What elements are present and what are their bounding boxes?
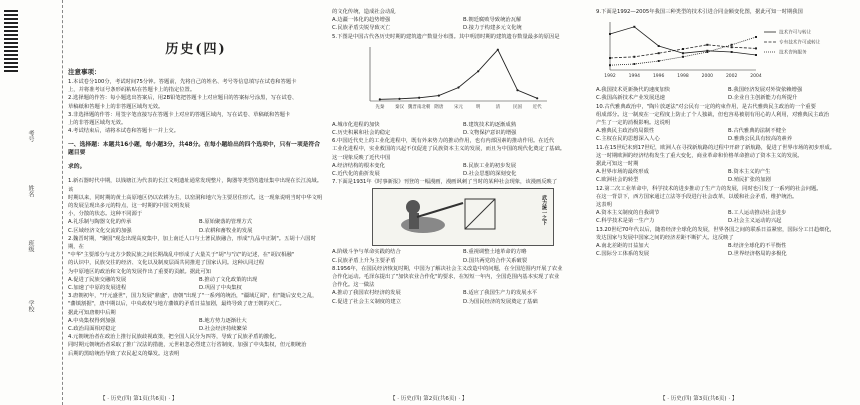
options [332, 121, 588, 137]
section-heading: 求的。 [68, 164, 86, 171]
question-text: 为中原地区的政治和文化的发展作出了重要的贡献。据此可知 [68, 268, 212, 275]
option[interactable]: C.政治局面相对稳定 [68, 326, 116, 333]
option[interactable]: B.经济全球化的不平衡性 [728, 243, 787, 250]
option[interactable]: C.加速了中原的发展进程 [68, 285, 127, 292]
page-footer: 【 · 历史(四) 第3页(共6页) · 】 [660, 396, 738, 402]
option[interactable]: B.地方势力逐渐壮大 [199, 317, 247, 324]
data-point [731, 51, 733, 53]
question-text: 后期的黑暗统治导致了农民起义的爆发。这表明 [68, 350, 180, 357]
option[interactable]: D.雅典公民具有较高的素养 [728, 136, 793, 143]
question-text: 8.1956年，在国民经济恢复时期，中国为了解决社会主义改造中的问题，在全国范围内开展了农业 [332, 265, 563, 272]
x-tick-label: 近代 [532, 104, 542, 110]
options [332, 16, 588, 32]
page-2 [332, 8, 588, 393]
options [596, 168, 854, 184]
notice-line: 4.考试结束后，请将本试卷和答题卡一并上交。 [68, 128, 179, 135]
option[interactable]: A.中央集权得到加强 [68, 317, 116, 324]
data-point [609, 57, 611, 59]
question-text: 4.元朝统治者在政治上推行民族歧视政策，把全国人民分为四等，导致了民族矛盾的激化。 [68, 334, 280, 341]
option[interactable]: C.促进了社会主义制度的建立 [332, 298, 401, 305]
cartoon-drawing [373, 189, 553, 245]
option[interactable]: A.阶级斗争与革命实践的结合 [332, 249, 401, 256]
option[interactable]: D.企业自主创新能力有所提升 [728, 95, 798, 102]
x-tick-label: 2004 [750, 74, 762, 80]
option[interactable]: A.经济结构的根本变化 [332, 162, 385, 169]
barcode [4, 10, 18, 72]
question-text: 据此可知唐朝中后期 [68, 309, 116, 316]
option[interactable]: B.建筑技术的逐渐成熟 [463, 121, 516, 128]
option[interactable]: B.适应了我国生产力的发展水平 [463, 290, 538, 297]
option[interactable]: C.历史积累和社会的稳定 [332, 130, 391, 137]
options [68, 218, 324, 234]
option[interactable]: C.国际分工体系的发展 [596, 251, 650, 258]
option[interactable]: D.农耕和畜牧业的发展 [199, 227, 253, 234]
binding-margin [0, 0, 63, 405]
data-point [755, 54, 757, 56]
data-point [633, 56, 635, 58]
question-text: 这一现象反映了近代中国 [332, 154, 391, 161]
data-point [755, 48, 757, 50]
question-text: 的文化传统，造成社会动乱 [332, 9, 396, 15]
data-point [379, 98, 381, 100]
x-tick-label: 宋元 [454, 104, 463, 110]
question-text: 7.下面是1931年《时事新报》刊登的一幅漫画，漫画讽刺了当时的某种社会现象，该漫画反映了 [332, 179, 558, 186]
data-point [457, 86, 459, 88]
question-text: 的发展呈现出多元的特点，这一时期的中国文明发展 [68, 203, 190, 210]
option[interactable]: D.巩固了中央集权 [199, 285, 242, 292]
option[interactable]: A.南北差距的日益加大 [596, 243, 649, 250]
data-point [609, 64, 611, 66]
binding-label-school: 学校 [27, 300, 34, 312]
option[interactable]: D.为国民经济的发展奠定了基础 [463, 298, 538, 305]
binding-label-name: 姓名 [27, 185, 34, 197]
option[interactable]: D.文物保护意识的增强 [463, 130, 517, 137]
option[interactable]: C.我国高新技术产业发展迅速 [596, 95, 665, 102]
section-heading: 一、选择题：本题共16小题，每小题3分，共48分。在每小题给出的四个选项中，只有一项是符合题目要 [68, 142, 321, 157]
x-tick-label: 1992 [604, 74, 616, 80]
data-point [438, 94, 440, 96]
x-tick-label: 1994 [628, 74, 641, 80]
binding-label-kaohao: 考号 [27, 130, 34, 142]
building-heritage-chart [352, 43, 552, 115]
question-text: 产生了一定的消极影响。这说明 [596, 120, 671, 127]
series-line [610, 37, 756, 65]
question-text: 合作化。这一做法 [332, 282, 375, 289]
notice-line: 1.本试卷分100分，考试时间75分钟。答题前，先将自己的姓名、考号等信息填写在试卷和答题卡 [68, 79, 297, 85]
legend-entry: 技术咨询服务 [779, 50, 807, 56]
data-point [609, 33, 611, 35]
option[interactable]: C.区域经济文化交流的加强 [68, 227, 132, 234]
data-point [682, 52, 684, 54]
option[interactable]: B.原始聚落的管理方式 [199, 219, 252, 226]
data-point [731, 46, 733, 48]
option[interactable]: A.城市化进程的加快 [332, 121, 380, 128]
notice-line: 3.非选择题的作答：用签字笔直接写在答题卡上对应的答题区域内，写在试卷、草稿纸和答题卡 [68, 111, 291, 118]
options [68, 276, 324, 292]
data-point [398, 98, 400, 100]
question-text: 工业化进程中，实业救国的兴起不仅促进了民族资本主义的发展，而且为中国的现代化奠定了基础。 [332, 146, 566, 153]
question-text: 同时期元朝统治者采取了推广汉法的措施，元世祖忽必烈建立行省制度，加强了中央集权，但元朝统治 [68, 342, 307, 349]
options [596, 86, 854, 102]
option[interactable]: C.科学技术是第一生产力 [596, 218, 655, 225]
technology-import-chart [596, 18, 846, 80]
option[interactable]: A.礼乐制与陶器文化的传承 [68, 219, 132, 226]
option[interactable]: D.接力于构建多元文化统 [463, 25, 522, 32]
page-footer: 【 · 历史(四) 第1页(共6页) · 】 [100, 396, 178, 402]
data-point [731, 44, 733, 46]
data-point [706, 44, 708, 46]
question-text: 12.第二次工业革命中，科学技术的进步推动了生产力的发展，同时也引发了一系列的社会问题。 [596, 185, 822, 192]
option[interactable]: A.边疆一体化的趋势增强 [332, 17, 391, 24]
option[interactable]: C.主权在民的思想深入人心 [596, 136, 660, 143]
x-tick-label: 魏晋南北朝 [407, 104, 431, 110]
x-tick-label: 民国 [513, 104, 522, 110]
x-tick-label: 先秦 [375, 104, 385, 110]
data-point [658, 45, 660, 47]
option[interactable]: A.我国技术更新换代的速度加快 [596, 87, 671, 94]
page-1 [68, 8, 324, 393]
option[interactable]: A.推动了我国农村经济的发展 [332, 290, 401, 297]
data-point [497, 48, 499, 50]
data-point [706, 51, 708, 53]
question-text: 这表明 [596, 202, 612, 209]
question-text: 13.20世纪70年代以后，随着经济全球化的发展，世界各国之间的联系日益紧密，国际分工日趋细化， [596, 226, 836, 233]
option[interactable]: B.我国经济发展对外资依赖增强 [728, 87, 803, 94]
question-text: 据此可知这一时期 [596, 161, 639, 168]
notice-header: 注意事项： [68, 68, 101, 76]
notice-line: 上的非答题区域均无效。 [68, 120, 127, 127]
cartoon-image [372, 188, 554, 246]
x-tick-label: 清 [495, 104, 501, 110]
notice-line: 草稿纸和答题卡上的非答题区域均无效。 [68, 103, 164, 110]
data-point [682, 56, 684, 58]
options [596, 242, 854, 258]
page-3 [596, 8, 854, 393]
option[interactable]: D.社会思想的深刻变化 [463, 171, 517, 178]
option[interactable]: B.民族工业的初步发展 [463, 162, 516, 169]
x-tick-label: 2000 [701, 74, 714, 80]
options [68, 317, 324, 333]
question-text: 时期以来，同时期的黄土高原地区仍以农耕为主，以窑洞和地穴为主要居住形式。这一现象说明当时中华文明 [68, 194, 323, 201]
question-text: 11.在15世纪末到17世纪，欧洲人在寻找新航路的过程中开辟了新航路，促进了世界市场的初步形成。 [596, 144, 836, 151]
option[interactable]: B.工人运动推动社会进步 [728, 210, 787, 217]
options [596, 209, 854, 225]
option[interactable]: C.民族矛盾尖锐导致灭亡 [332, 25, 391, 32]
legend-entry: 技术许可与转让 [779, 30, 812, 36]
data-point [658, 52, 660, 54]
question-text: 1.新石器时代中期，以钱塘江为代表的长江文明遗址通常发现整片，陶器等类型的遗址集中出现在长江流域。该 [68, 178, 323, 193]
option[interactable]: B.资本主义的产生 [728, 169, 771, 176]
binding-label-class: 班级 [27, 240, 34, 252]
question-text: 10.古代雅典政治中，"陶片放逐法"对公民有一定的约束作用，是古代雅典民主政治的一个重要 [596, 103, 816, 110]
option[interactable]: D.殖民扩张的加剧 [728, 177, 771, 184]
legend-entry: 专有技术许可或转让 [779, 40, 821, 46]
question-text: "中华"主要部分与北方少数民族之间长期战乱中形成了大量关于"胡"与"汉"的记述，在"胡汉相融" [68, 252, 295, 259]
notice-line: 2.选择题的作答：每小题选出答案后，用2B铅笔把答题卡上对应题目的答案标号涂黑，写在试卷、 [68, 95, 298, 102]
series-line [380, 50, 537, 100]
data-point [755, 36, 757, 38]
option[interactable]: B.重视调整土地革命的方略 [463, 249, 527, 256]
x-tick-label: 秦汉 [395, 104, 404, 110]
option[interactable]: B.推动了文化政策的出现 [199, 276, 258, 283]
option[interactable]: C.近代化的曲折发展 [332, 171, 380, 178]
x-tick-label: 1996 [652, 74, 665, 80]
question-text: 6.中国近代史上的工业化进程中，既有外来势力的推动作用，也有内部因素的推动作用。在近代 [332, 138, 555, 145]
option[interactable]: A.雅典民主政治的局限性 [596, 128, 655, 135]
option[interactable]: A.资本主义制度的自我调节 [596, 210, 660, 217]
data-point [682, 48, 684, 50]
cartoon-caption: 武力统一之下 [541, 195, 547, 226]
data-point [633, 26, 635, 28]
option[interactable]: D.社会主义运动的兴起 [728, 218, 782, 225]
page-footer: 【 · 历史(四) 第2页(共6页) · 】 [390, 396, 468, 402]
option[interactable]: C.民族矛盾上升为主要矛盾 [332, 257, 396, 264]
options [332, 289, 588, 305]
option[interactable]: A.促进了民族交融的发展 [68, 276, 127, 283]
option[interactable]: D.社会经济持续繁荣 [199, 326, 248, 333]
x-tick-label: 1998 [677, 74, 689, 80]
series-line [610, 27, 756, 55]
x-tick-label: 2002 [725, 74, 738, 80]
data-point [516, 89, 518, 91]
option[interactable]: B.古代雅典的法制不健全 [728, 128, 787, 135]
question-text: 2.魏晋时期，"聚国"观念出现高度集中，加上南迁人口与土著民族融合，形成"九品中正制"。五胡十六国时期，在 [68, 235, 316, 251]
data-point [477, 70, 479, 72]
option[interactable]: D.国共两党的合作关系破裂 [463, 257, 528, 264]
data-point [536, 97, 538, 99]
question-text: 发达国家与发展中国家之间的经济差距不断扩大。这反映了 [596, 234, 734, 241]
question-text: 3.唐朝初年，"开元盛世"，国力发展"鼎盛"，唐朝"出现了"一系列的统治，"疆域辽阔"，但"随后安史之乱， [68, 293, 318, 300]
data-point [633, 63, 635, 65]
option[interactable]: D.世界经济格局的多极化 [728, 251, 787, 258]
question-text: 9.下面是1992—2005年我国三种类型的技术引进合同金额变化图，据此可知一时期我国 [596, 9, 803, 15]
question-text: 合作化运动。毛泽东提出了"加快农业合作化"的要求，在短短一年内，全国范围内基本实现了农业 [332, 274, 560, 281]
question-text: 在这一背景下，西方国家通过立法等手段进行社会改革，以缓和社会矛盾，维护统治。 [596, 193, 798, 200]
options [596, 127, 854, 143]
option[interactable]: B.朝廷腐败导致统治瓦解 [463, 17, 522, 24]
notice-line: 上，并将准考证号条形码粘贴在答题卡上的指定位置。 [68, 87, 196, 94]
question-text: 的认识中，民族交往的经济、文化以及制度层面共同推进了国家认同。这种认同过程 [68, 260, 264, 267]
x-tick-label: 明 [475, 104, 481, 110]
data-point [418, 96, 420, 98]
question-text: 5.下图是中国古代各历史时期的建筑遗产数量分布图。其中明清时期的建筑遗存数量最多的原因是 [332, 33, 560, 40]
option[interactable]: A.世界市场的最终形成 [596, 169, 649, 176]
options [332, 248, 588, 264]
data-point [658, 60, 660, 62]
question-text: 组成部分。这一制度在一定程度上防止了个人独裁，但也容易被别有用心的人利用，对雅典民主政治 [596, 111, 830, 118]
option[interactable]: C.欧洲社会的转型 [596, 177, 639, 184]
x-tick-label: 隋唐 [434, 104, 444, 110]
page-title: 历史(四) [165, 42, 227, 57]
question-text: 小，分散的状态。这种不同源于 [68, 211, 143, 218]
options [332, 162, 588, 178]
question-text: 这一时期欧洲的经济结构发生了重大变化，商业革命和价格革命推动了资本主义的发展。 [596, 152, 803, 159]
question-text: "藩镇割据"，唐中期以后，中央政权与地方藩镇的矛盾日益加剧，最终导致了唐王朝的灭亡。 [68, 301, 285, 308]
